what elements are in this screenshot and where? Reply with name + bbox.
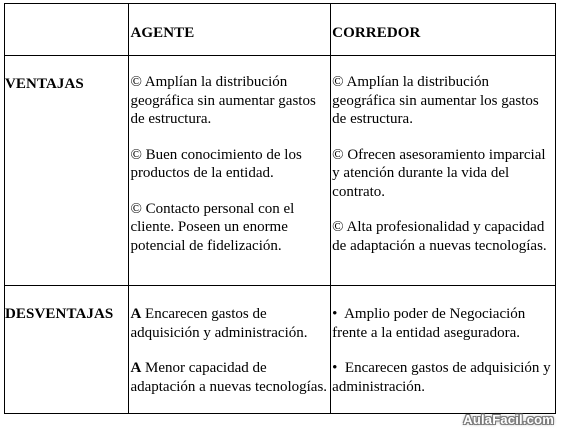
- header-cell-broker: [331, 4, 556, 56]
- desventajas-broker-item: [332, 359, 554, 396]
- item-text: Amplían la distribución geográfica sin aumentar los gastos de estructura.: [332, 74, 539, 127]
- item-text: Menor capacidad de adaptación a nuevas tecnologías.: [130, 360, 328, 395]
- item-mark: A: [130, 306, 142, 322]
- item-mark: ©: [130, 146, 142, 163]
- desventajas-broker-item: [332, 305, 554, 342]
- row-label-desventajas: DESVENTAJAS: [5, 306, 114, 322]
- header-agent: AGENTE: [130, 25, 195, 41]
- item-text: Encarecen gastos de adquisición y administración.: [332, 360, 555, 395]
- desventajas-broker-cell: [331, 286, 556, 414]
- ventajas-agent-item: [130, 200, 329, 256]
- item-text: Alta profesionalidad y capacidad de adaptación a nuevas tecnologías.: [332, 219, 547, 254]
- desventajas-agent-cell: [129, 286, 331, 414]
- comparison-table: [4, 3, 556, 414]
- item-text: Amplio poder de Negociación frente a la entidad aseguradora.: [332, 306, 530, 341]
- ventajas-agent-item: [130, 73, 329, 129]
- ventajas-agent-item: [130, 146, 329, 183]
- ventajas-broker-cell: [331, 56, 556, 286]
- ventajas-agent-cell: [129, 56, 331, 286]
- item-text: Amplían la distribución geográfica sin aumentar gastos de estructura.: [130, 74, 316, 127]
- header-broker: CORREDOR: [332, 25, 421, 41]
- ventajas-label-cell: [5, 56, 129, 286]
- header-cell-agent: [129, 4, 331, 56]
- desventajas-label-cell: [5, 286, 129, 414]
- header-row: [5, 4, 556, 56]
- item-mark: ©: [130, 200, 142, 217]
- ventajas-row: [5, 56, 556, 286]
- bullet-icon: •: [332, 306, 338, 322]
- ventajas-broker-item: [332, 218, 554, 255]
- item-mark: ©: [130, 74, 142, 90]
- item-mark: A: [130, 360, 142, 376]
- ventajas-broker-item: [332, 146, 554, 202]
- item-mark: ©: [332, 219, 344, 235]
- desventajas-agent-item: [130, 359, 329, 396]
- row-label-ventajas: VENTAJAS: [5, 76, 84, 92]
- desventajas-row: [5, 286, 556, 414]
- item-text: Buen conocimiento de los productos de la entidad.: [130, 146, 302, 181]
- item-text: Contacto personal con el cliente. Poseen un enorme potencial de fidelización.: [130, 200, 295, 254]
- item-mark: ©: [332, 74, 344, 90]
- ventajas-broker-item: [332, 73, 554, 129]
- bullet-icon: •: [332, 360, 338, 376]
- item-text: Ofrecen asesoramiento imparcial y atención durante la vida del contrato.: [332, 146, 546, 200]
- corner-cell: [5, 4, 129, 56]
- item-mark: ©: [332, 146, 344, 163]
- watermark-logo: AulaFacil.com: [463, 412, 554, 427]
- item-text: Encarecen gastos de adquisición y administración.: [130, 306, 308, 341]
- desventajas-agent-item: [130, 305, 329, 342]
